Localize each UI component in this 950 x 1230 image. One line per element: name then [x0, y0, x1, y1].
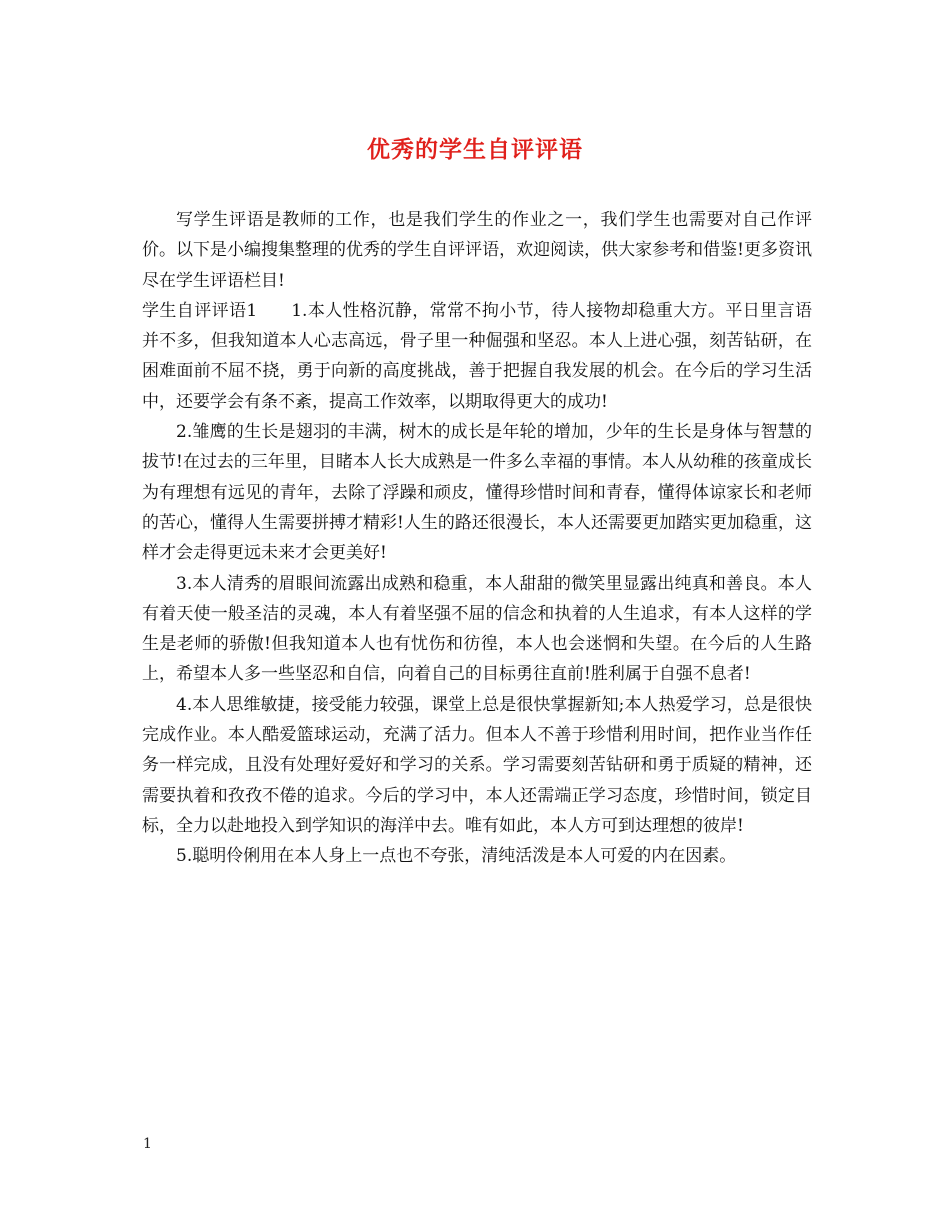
section-label: 学生自评评语1 — [142, 300, 258, 321]
comment-paragraph-1 — [142, 296, 812, 417]
intro-paragraph: 写学生评语是教师的工作，也是我们学生的作业之一，我们学生也需要对自己作评价。以下是小编搜集整理的优秀的学生自评评语，欢迎阅读，供大家参考和借鉴!更多资讯尽在学生评语栏目! — [142, 210, 812, 291]
comment-paragraph-5: 5.聪明伶俐用在本人身上一点也不夸张，清纯活泼是本人可爱的内在因素。 — [176, 846, 737, 867]
page-number: 1 — [143, 1136, 152, 1152]
document-title: 优秀的学生自评评语 — [367, 136, 583, 163]
document-body — [142, 205, 812, 872]
comment-paragraph-2: 2.雏鹰的生长是翅羽的丰满，树木的成长是年轮的增加，少年的生长是身体与智慧的拔节!在过去的三年里，目睹本人长大成熟是一件多么幸福的事情。本人从幼稚的孩童成长为有理想有远见的青年，去除了浮躁和顽皮，懂得珍惜时间和青春，懂得体谅家长和老师的苦心，懂得人生需要拼搏才精彩!人生的路还很漫长，本人还需要更加踏实更加稳重，这样才会走得更远未来才会更美好! — [142, 422, 812, 564]
comment-text-1: 1.本人性格沉静，常常不拘小节，待人接物却稳重大方。平日里言语并不多，但我知道本人心志高远，骨子里一种倔强和坚忍。本人上进心强，刻苦钻研，在困难面前不屈不挠，勇于向新的高度挑战，善于把握自我发展的机会。在今后的学习生活中，还要学会有条不紊，提高工作效率，以期取得更大的成功! — [142, 300, 812, 412]
comment-paragraph-3: 3.本人清秀的眉眼间流露出成熟和稳重，本人甜甜的微笑里显露出纯真和善良。本人有着天使一般圣洁的灵魂，本人有着坚强不屈的信念和执着的人生追求，有本人这样的学生是老师的骄傲!但我知道本人也有忧伤和彷徨，本人也会迷惘和失望。在今后的人生路上，希望本人多一些坚忍和自信，向着自己的目标勇往直前!胜利属于自强不息者! — [142, 573, 812, 685]
comment-paragraph-4: 4.本人思维敏捷，接受能力较强，课堂上总是很快掌握新知;本人热爱学习，总是很快完成作业。本人酷爱篮球运动，充满了活力。但本人不善于珍惜利用时间，把作业当作任务一样完成，且没有处理好爱好和学习的关系。学习需要刻苦钻研和勇于质疑的精神，还需要执着和孜孜不倦的追求。今后的学习中，本人还需端正学习态度，珍惜时间，锁定目标，全力以赴地投入到学知识的海洋中去。唯有如此，本人方可到达理想的彼岸! — [142, 694, 812, 836]
